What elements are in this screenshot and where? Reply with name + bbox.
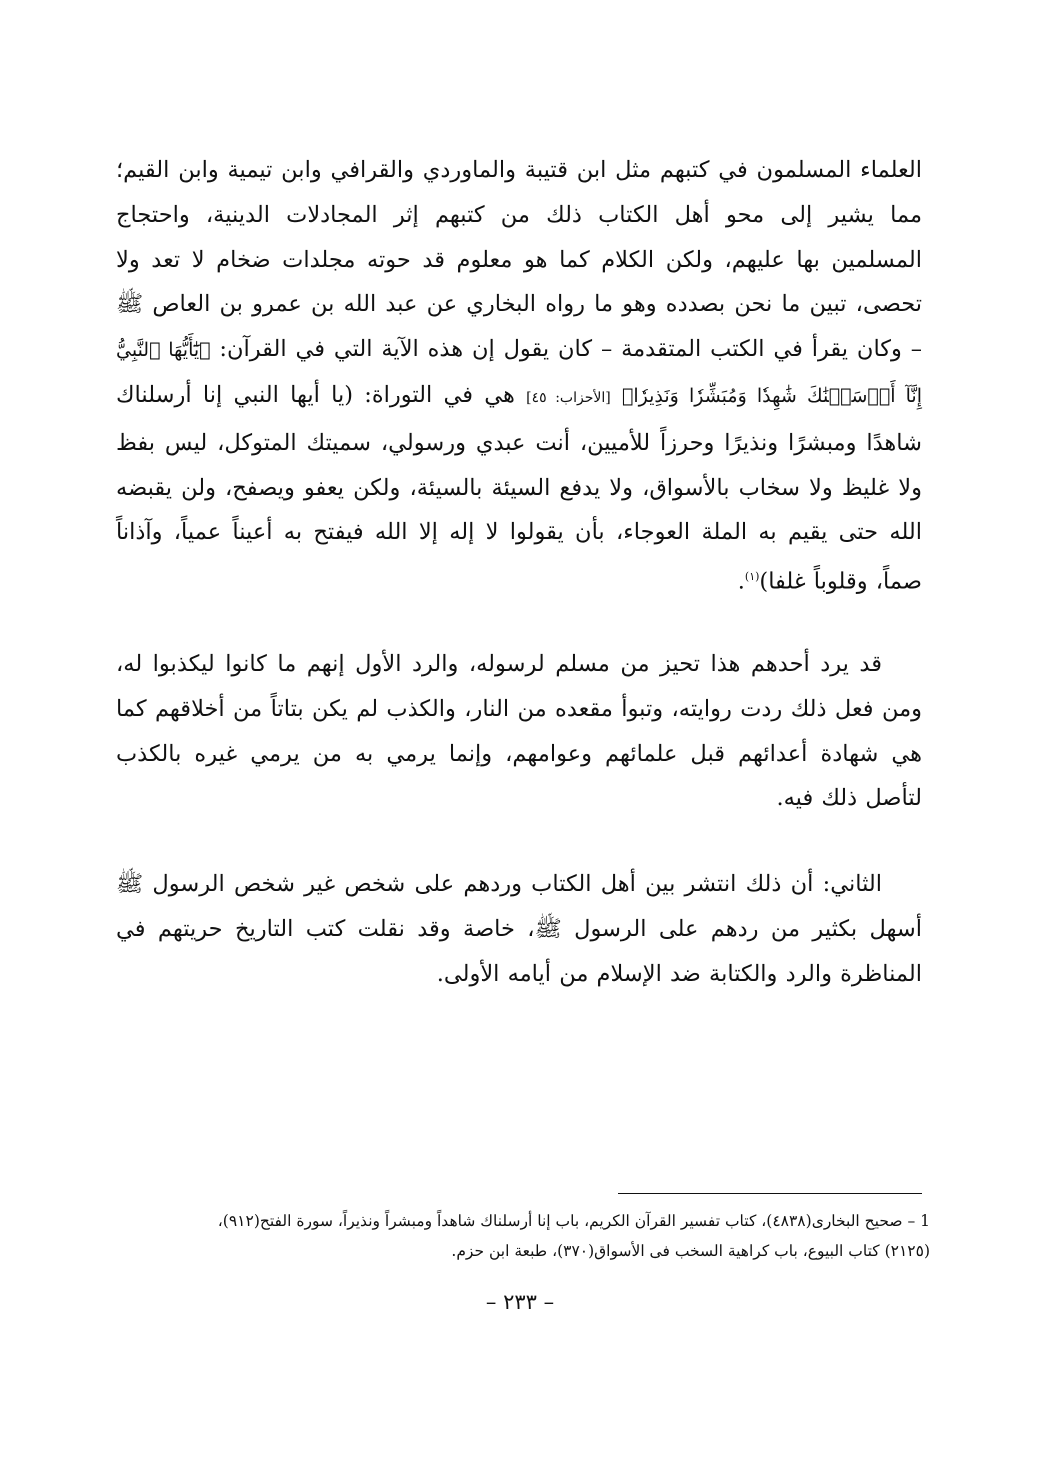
footnote-line-1: 1 – صحيح البخارى(٤٨٣٨)، كتاب تفسير القرآن الكريم، باب إنا أرسلناك شاهداً ومبشراً ونذيراً، سورة الفتح(٩١٢)،	[217, 1212, 930, 1230]
paragraph-1-end: .	[737, 568, 745, 595]
paragraph-1-text	[116, 148, 922, 604]
paragraph-1-part2: هي في التوراة: (يا أيها النبي إنا أرسلناك شاهدًا ومبشرًا ونذيرًا وحرزاً للأميين، أنت عبدي ورسولي، سميتك المتوكل، ليس بفظ ولا غليظ ولا سخاب بالأسواق، ولا يدفع السيئة بالسيئة، ولكن يعفو ويصفح، ولن يقبضه الله حتى يقيم به الملة العوجاء، بأن يقولوا لا إله إلا الله فيفتح به أعيناً عمياً، وآذاناً صماً، وقلوباً غلفا)	[116, 381, 922, 595]
paragraph-1	[116, 148, 922, 604]
quran-verse: ﴿يَٰٓأَيُّهَا ٱلنَّبِيُّ إِنَّآ أَرۡسَلۡنَٰكَ شَٰهِدٗا وَمُبَشِّرٗا وَنَذِيرٗا﴾	[116, 339, 923, 407]
paragraph-3-text: الثاني: أن ذلك انتشر بين أهل الكتاب وردهم على شخص غير شخص الرسول ﷺ أسهل بكثير من ردهم على الرسول ﷺ، خاصة وقد نقلت كتب التاريخ حريتهم في المناظرة والرد والكتابة ضد الإسلام من أيامه الأولى.	[116, 871, 922, 987]
paragraph-1-part1: العلماء المسلمون في كتبهم مثل ابن قتيبة والماوردي والقرافي وابن تيمية وابن القيم؛ مما يشير إلى محو أهل الكتاب ذلك من كتبهم إثر المجادلات الدينية، واحتجاج المسلمين بها عليهم، ولكن الكلام كما هو معلوم قد حوته مجلدات ضخام لا تعد ولا تحصى، تبين ما نحن بصدده وهو ما رواه البخاري عن عبد الله بن عمرو بن العاص ﷺ – وكان يقرأ في الكتب المتقدمة – كان يقول إن هذه الآية التي في القرآن:	[116, 157, 922, 363]
footnotes	[114, 1206, 930, 1266]
footnote-line-2: (٢١٢٥) كتاب البيوع، باب كراهية السخب فى الأسواق(٣٧٠)، طبعة ابن حزم.	[451, 1242, 930, 1260]
page-number: – ٢٣٣ –	[485, 1290, 555, 1314]
quran-reference: [الأحزاب: ٤٥]	[526, 389, 611, 406]
paragraph-2-text: قد يرد أحدهم هذا تحيز من مسلم لرسوله، والرد الأول إنهم ما كانوا ليكذبوا له، ومن فعل ذلك ردت روايته، وتبوأ مقعده من النار، والكذب لم يكن بتاتاً من أخلاقهم كما هي شهادة أعدائهم قبل علمائهم وعوامهم، وإنما يرمي به من يرمي غيره بالكذب لتأصل ذلك فيه.	[116, 651, 922, 812]
paragraph-3	[116, 862, 922, 996]
paragraph-2	[116, 642, 922, 821]
footnote-marker[interactable]: (١)	[744, 570, 760, 584]
footnote-separator	[618, 1193, 922, 1194]
